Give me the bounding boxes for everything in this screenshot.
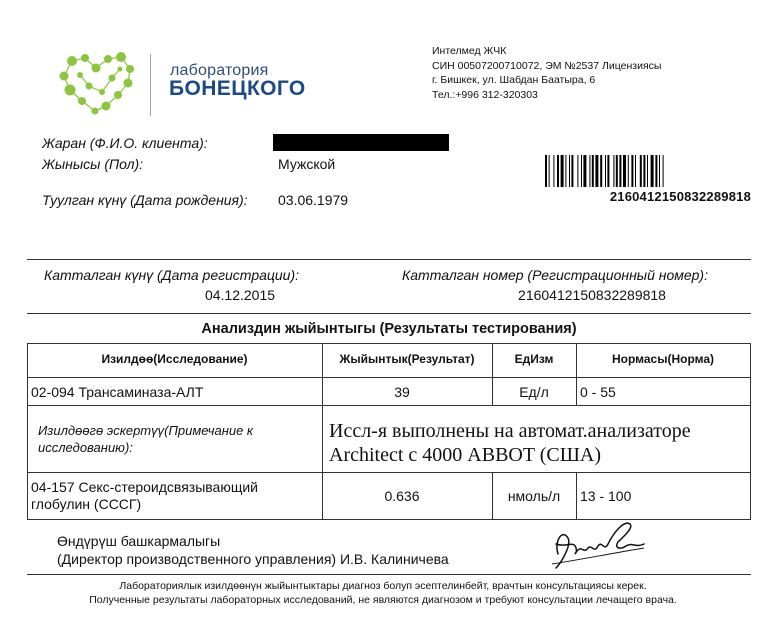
patient-sex-label: Жынысы (Пол): — [42, 156, 144, 172]
company-address: г. Бишкек, ул. Шабдан Баатыра, 6 — [432, 74, 596, 87]
company-name: Интелмед ЖЧК — [432, 45, 507, 57]
logo-separator — [150, 54, 151, 116]
header-unit: ЕдИзм — [514, 352, 554, 366]
header-norm: Нормасы(Норма) — [611, 352, 715, 366]
patient-name-redacted — [273, 134, 449, 151]
patient-name-label: Жаран (Ф.И.О. клиента): — [42, 135, 208, 151]
registration-date-value: 04.12.2015 — [204, 287, 276, 303]
footer-disclaimer-ru: Полученные результаты лабораторных исследований, не являются диагнозом и требуют консультации лечащего врача. — [89, 594, 677, 606]
registration-number-value: 2160412150832289818 — [518, 287, 666, 303]
barcode-image — [545, 155, 749, 187]
divider-bottom — [27, 574, 751, 575]
divider-mid — [27, 313, 751, 314]
header-test: Изилдөө(Исследование) — [101, 352, 248, 366]
patient-sex-value: Мужской — [278, 156, 336, 172]
director-name: (Директор производственного управления) И.В. Калиничева — [57, 551, 449, 567]
signature-image — [548, 514, 648, 576]
footer-disclaimer-ky: Лабораториялык изилдөөнүн жыйынтыктары диагноз болуп эсептелинбейт, врачтын консультациясы керек. — [119, 580, 647, 592]
patient-dob-label: Туулган күнү (Дата рождения): — [42, 192, 248, 208]
barcode-number: 2160412150832289818 — [609, 189, 751, 204]
note-label: Изилдөөгө эскертүү(Примечание к исследованию): — [38, 423, 254, 455]
lab-logo-heart-icon — [58, 48, 138, 116]
director-title: Өндүрүш башкармалыгы — [57, 533, 221, 549]
registration-date-label: Катталган күнү (Дата регистрации): — [44, 267, 300, 283]
divider-top — [27, 259, 751, 260]
note-value: Иссл-я выполнены на автомат.анализаторе Architect с 4000 ABBOT (США) — [329, 420, 691, 466]
logo-text-line2: БОНЕЦКОГО — [169, 77, 306, 100]
row2-test: 04-157 Секс-стероидсвязывающий глобулин (СССГ) — [31, 479, 258, 512]
director-block — [57, 532, 449, 568]
logo-text-line1: лаборатория — [170, 62, 269, 79]
row1-result: 39 — [394, 384, 410, 400]
row2-result: 0.636 — [384, 488, 420, 504]
patient-dob-value: 03.06.1979 — [278, 192, 349, 208]
company-info — [432, 44, 661, 103]
header-result: Жыйынтык(Результат) — [339, 352, 475, 366]
registration-number-label: Катталган номер (Регистрационный номер): — [402, 267, 708, 283]
row2-norm: 13 - 100 — [580, 488, 632, 504]
row1-norm: 0 - 55 — [580, 384, 616, 400]
company-ids: СИН 00507200710072, ЭМ №2537 Лицензиясы — [432, 59, 662, 72]
row2-unit: нмоль/л — [507, 488, 561, 504]
results-title: Анализдин жыйынтыгы (Результаты тестирования) — [201, 321, 577, 337]
row1-unit: Ед/л — [519, 384, 549, 400]
row1-test: 02-094 Трансаминаза-АЛТ — [31, 384, 204, 400]
company-phone: Тел.:+996 312-320303 — [432, 89, 538, 102]
